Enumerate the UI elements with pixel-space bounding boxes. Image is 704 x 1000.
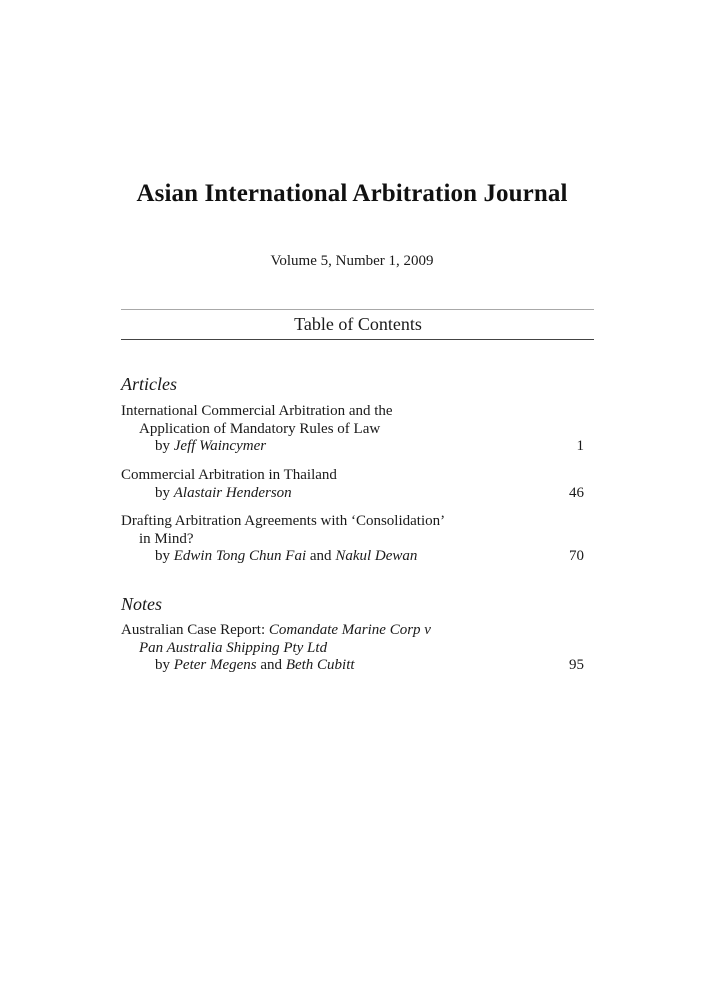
author-name: Edwin Tong Chun Fai [173,548,307,564]
toc-heading: Table of Contents [294,314,422,334]
page-number: 70 [569,548,584,564]
entry-title-line: Commercial Arbitration in Thailand [121,467,337,483]
entry-byline [121,485,584,503]
and-label: and [309,548,332,564]
entry-title-line [121,622,584,640]
title-prefix: Australian Case Report: [121,622,266,638]
journal-title: Asian International Arbitration Journal [136,180,568,207]
entry-title-line: Application of Mandatory Rules of Law [139,420,381,437]
divider-top [121,309,594,310]
author-name: Nakul Dewan [335,548,418,564]
entry-title-line: Drafting Arbitration Agreements with ‘Consolidation’ [121,513,446,529]
case-name: Comandate Marine Corp v [268,622,431,638]
toc-entry[interactable] [121,467,584,502]
page-number: 1 [576,438,584,454]
by-label: by [155,484,170,501]
author-name: Peter Megens [173,657,257,673]
toc-entry[interactable] [121,403,584,456]
entry-byline [121,548,584,566]
entry-title-line: International Commercial Arbitration and the [121,403,393,419]
toc-entry[interactable] [121,513,584,566]
page-number: 95 [569,657,584,673]
entry-title-line: in Mind? [139,530,194,547]
entry-byline [121,438,584,456]
author-name: Jeff Waincymer [173,438,267,454]
by-label: by [155,548,170,564]
section-heading-articles: Articles [121,374,177,394]
entry-byline [121,657,584,675]
issue-info: Volume 5, Number 1, 2009 [270,253,434,269]
toc-entry[interactable] [121,622,584,675]
section-heading-notes: Notes [121,594,163,614]
case-name: Pan Australia Shipping Pty Ltd [139,639,328,656]
divider-bottom [121,339,594,340]
by-label: by [155,657,170,673]
author-name: Alastair Henderson [173,484,292,501]
page-number: 46 [569,484,584,501]
author-name: Beth Cubitt [285,657,355,673]
and-label: and [260,657,283,673]
by-label: by [155,438,170,454]
